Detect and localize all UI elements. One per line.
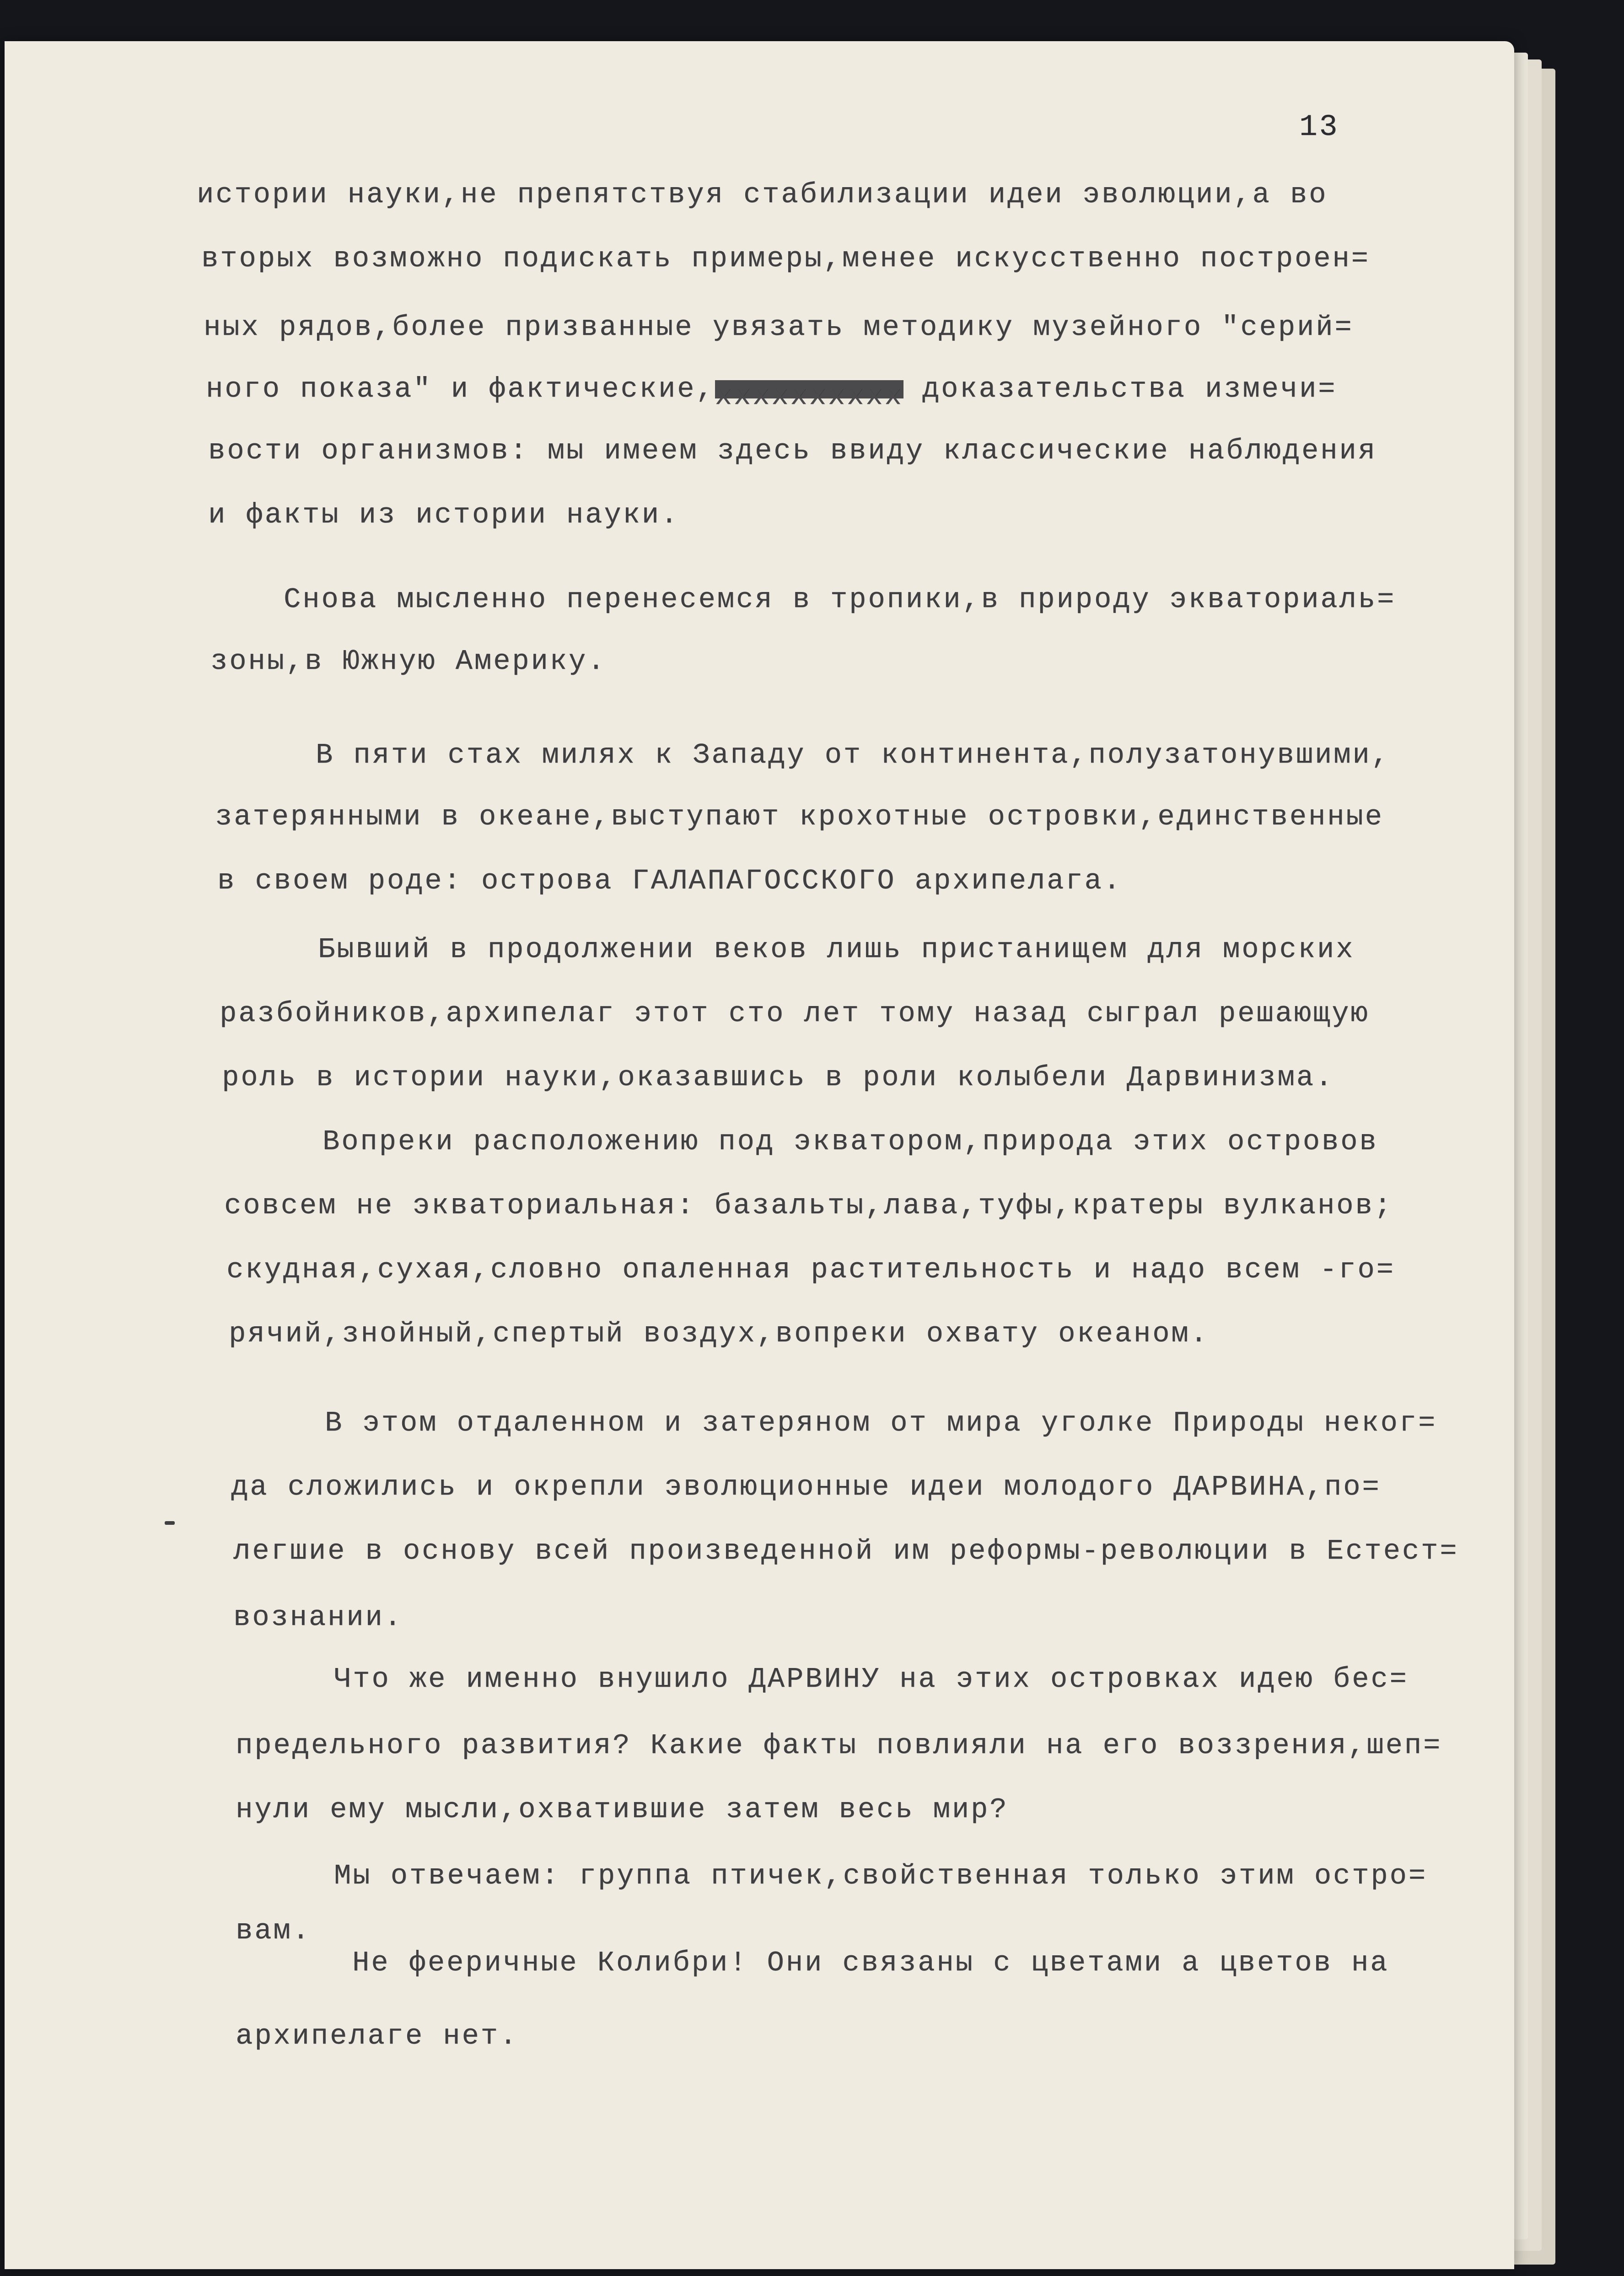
paragraph-start-line: В пяти стах милях к Западу от континента,полузатонувшими,	[316, 739, 1390, 771]
line-start: ного показа" и фактические,	[206, 373, 715, 405]
text-line: в своем роде: острова ГАЛАПАГОССКОГО архипелага.	[217, 865, 1122, 897]
text-line: скудная,сухая,словно опаленная растительность и надо всем -го=	[226, 1254, 1395, 1286]
line-end: доказательства измечи=	[903, 373, 1337, 405]
text-line: и факты из истории науки.	[208, 499, 680, 531]
paragraph-start-line: Мы отвечаем: группа птичек,свойственная только этим остро=	[334, 1860, 1427, 1892]
struck-out-word: xxxxxxxxxx	[715, 380, 903, 413]
text-line: ных рядов,более призванные увязать методику музейного "серий=	[204, 311, 1354, 344]
text-line: вознании.	[233, 1601, 403, 1634]
ink-speck	[165, 1521, 175, 1525]
text-line: зоны,в Южную Америку.	[210, 645, 607, 678]
paragraph-start-line: Что же именно внушило ДАРВИНУ на этих островках идею бес=	[334, 1663, 1409, 1695]
page-number: 13	[1299, 110, 1339, 144]
text-line: затерянными в океане,выступают крохотные островки,единственные	[215, 801, 1384, 833]
text-line: предельного развития? Какие факты повлияли на его воззрения,шеп=	[236, 1729, 1442, 1762]
text-line: рячий,знойный,спертый воздух,вопреки охвату океаном.	[229, 1318, 1209, 1350]
paragraph-start-line: Вопреки расположению под экватором,природа этих островов	[323, 1125, 1378, 1158]
text-line: да сложились и окрепли эволюционные идеи молодого ДАРВИНА,по=	[231, 1471, 1381, 1503]
paragraph-start-line: Бывший в продолжении веков лишь пристанищем для морских	[318, 933, 1355, 966]
paragraph-start-line: Снова мысленно перенесемся в тропики,в природу экваториаль=	[284, 583, 1396, 616]
text-line: нули ему мысли,охватившие затем весь мир?	[236, 1793, 1009, 1826]
text-line: вам.	[236, 1915, 311, 1947]
text-line: роль в истории науки,оказавшись в роли колыбели Дарвинизма.	[222, 1061, 1334, 1094]
text-line: совсем не экваториальная: базальты,лава,туфы,кратеры вулканов;	[224, 1189, 1393, 1222]
text-line-with-strikeout	[206, 373, 1337, 413]
text-line: архипелаге нет.	[236, 2020, 519, 2052]
paragraph-start-line: Не фееричные Колибри! Они связаны с цветами а цветов на	[352, 1947, 1389, 1979]
text-line: вторых возможно подискать примеры,менее искусственно построен=	[201, 242, 1370, 275]
text-line: легшие в основу всей произведенной им реформы-революции в Естест=	[233, 1535, 1459, 1567]
text-line: истории науки,не препятствуя стабилизации идеи эволюции,а во	[197, 178, 1328, 211]
typewritten-page	[5, 41, 1514, 2269]
paragraph-start-line: В этом отдаленном и затеряном от мира уголке Природы неког=	[325, 1407, 1437, 1439]
text-line: вости организмов: мы имеем здесь ввиду классические наблюдения	[208, 435, 1377, 467]
text-line: разбойников,архипелаг этот сто лет тому назад сыграл решающую	[220, 997, 1370, 1030]
